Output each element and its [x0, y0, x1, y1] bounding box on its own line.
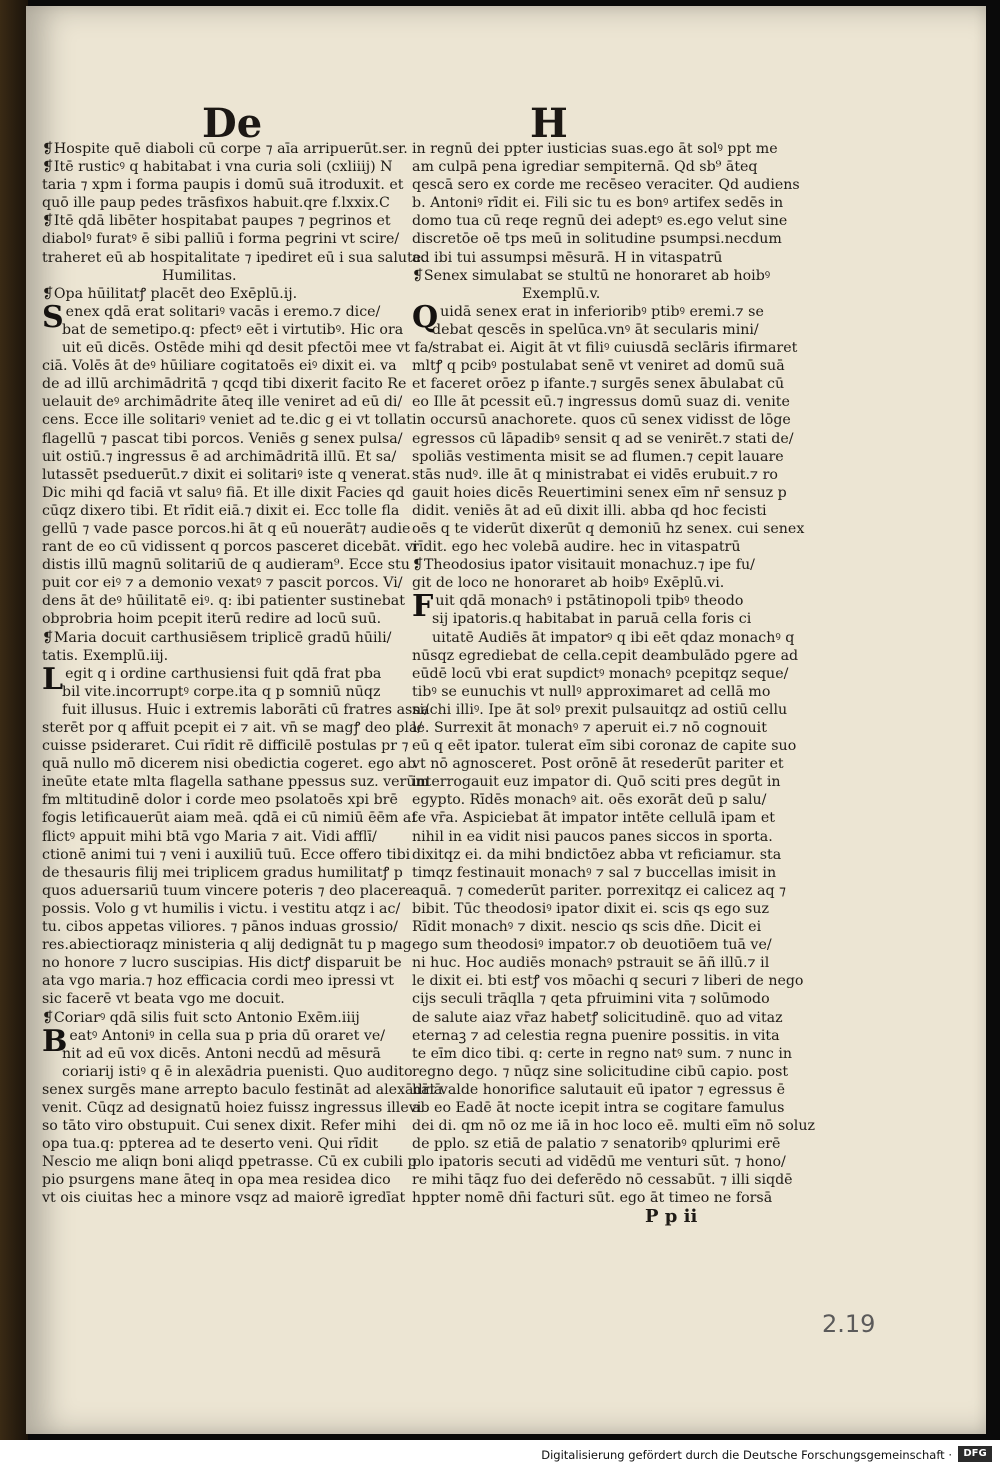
line-text: distis illū magnū solitariū de q audieram⁹. Ecce stu	[42, 557, 410, 574]
text-line	[412, 574, 772, 592]
text-line	[412, 538, 772, 556]
line-text: so tāto viro obstupuit. Cui senex dixit. Refer mihi	[42, 1118, 397, 1135]
text-line	[412, 267, 772, 285]
line-text: uelauit deꝰ archimādrite āteq ille veniret ad eū di/	[42, 394, 403, 411]
line-text: rant de eo cū vidissent q porcos pasceret dicebāt. vi	[42, 539, 418, 556]
text-line	[42, 791, 398, 809]
line-text: hppter nomē dn̄i facturi sūt. ego āt timeo ne forsā	[412, 1190, 773, 1207]
line-text: fm mltitudinē dolor i corde meo psolatoēs xpi brē	[42, 792, 398, 809]
text-line	[412, 773, 781, 791]
line-text: flictꝰ appuit mihi btā vgo Maria ⁊ ait. Vidi afflī/	[42, 828, 377, 845]
running-header-right: H	[530, 100, 568, 147]
text-line	[412, 176, 800, 194]
line-text: didit. veniēs āt ad eū dixit illi. abba qd hoc fecisti	[412, 502, 767, 519]
line-text: opa tua.q: ppterea ad te deserto veni. Qui rīdit	[42, 1136, 379, 1153]
line-text: gellū ⁊ vade pasce porcos.hi āt q eū nouerāt⁊ audie	[42, 520, 411, 537]
text-line	[412, 701, 788, 719]
line-text: enex qdā erat solitariꝰ vacās i eremo.⁊ dice/	[65, 303, 381, 320]
text-line	[42, 375, 407, 393]
line-text: strabat ei. Aigit āt vt filiꝰ cuiusdā seclāris ifirmaret	[432, 340, 798, 357]
line-text: egit q i ordine carthusiensi fuit qdā frat pba	[65, 665, 382, 682]
text-line	[42, 809, 417, 827]
text-line	[412, 430, 794, 448]
line-text: te eīm dico tibi. q: certe in regno natꝰ sum. ⁊ nunc in	[412, 1045, 793, 1062]
text-line	[42, 357, 397, 375]
text-line	[412, 1063, 789, 1081]
line-text: eūdē locū vbi erat supdictꝰ monachꝰ pcepitqz seque/	[412, 665, 789, 682]
line-text: cūqz dixero tibi. Et rīdit eiā.⁊ dixit ei. Ecc tolle fla	[42, 502, 400, 519]
line-text: Rīdit monachꝰ ⁊ dixit. nescio qs scis dn̄e. Dicit ei	[412, 919, 762, 936]
line-text: taria ⁊ xpm i forma paupis i domū suā itroduxit. et	[42, 177, 404, 194]
line-text: de ad illū archimādritā ⁊ qcqd tibi dixerit facito Re	[42, 376, 407, 393]
line-text: ineūte etate mlta flagella sathane ppessus suz. verūm	[42, 774, 429, 791]
line-text: rīdit. ego hec volebā audire. hec in vitaspatrū	[412, 539, 741, 556]
line-text: qescā sero ex corde me recēseo veraciter. Qd audiens	[412, 177, 800, 194]
line-text: ciā. Volēs āt deꝰ hūiliare cogitatoēs eiꝰ dixit ei. va	[42, 358, 397, 375]
drop-capital: F	[412, 589, 434, 625]
text-line	[42, 230, 400, 248]
text-line	[412, 791, 772, 809]
line-text: domo tua cū reqe regnū dei adeptꝰ es.ego velut sine	[412, 213, 788, 230]
text-line	[42, 1063, 413, 1081]
text-line	[412, 140, 778, 158]
text-line	[42, 1135, 392, 1153]
line-text: mltꝭ q pcibꝰ postulabat senē vt veniret ad domū suā	[412, 358, 785, 375]
text-line	[412, 737, 797, 755]
text-line	[412, 321, 772, 339]
book-spine	[0, 0, 28, 1440]
text-line	[412, 1099, 785, 1117]
line-text: le dixit ei. bti estꝭ vos mōachi q securi ⁊ liberi de nego	[412, 973, 804, 990]
text-line	[412, 972, 804, 990]
line-text: senex surgēs mane arrepto baculo festināt ad alexādriā	[42, 1081, 443, 1098]
text-line	[42, 755, 416, 773]
text-line	[42, 466, 411, 484]
text-line	[42, 864, 403, 882]
right-text-column	[412, 140, 815, 1208]
line-text: venit. Cūqz ad designatū hoiez fuissz ingressus illevi	[42, 1099, 422, 1116]
text-line	[412, 809, 775, 827]
text-line	[42, 484, 405, 502]
line-text: ❡Itē rusticꝰ q habitabat i vna curia soli (cxliiij) N	[42, 159, 393, 176]
text-line	[42, 954, 402, 972]
line-text: aquā. ⁊ comederūt pariter. porrexitqz ei calicez aq ⁊	[412, 882, 787, 899]
text-line	[42, 411, 412, 429]
text-line	[42, 285, 392, 303]
line-text: lutassēt pseduerūt.⁊ dixit ei solitariꝰ iste q venerat.	[42, 466, 411, 483]
line-text: dei di. qm nō oz me iā in hoc loco eē. multi eīm nō soluz	[412, 1118, 815, 1135]
text-line	[412, 1189, 772, 1207]
text-line	[412, 918, 772, 936]
text-line	[412, 683, 772, 701]
text-line	[412, 230, 782, 248]
text-line	[412, 339, 798, 357]
text-line	[412, 1027, 780, 1045]
text-line	[412, 158, 772, 176]
text-line	[42, 194, 392, 212]
left-text-column	[42, 140, 443, 1208]
text-line	[412, 882, 787, 900]
text-line	[42, 1045, 392, 1063]
text-line	[42, 719, 423, 737]
text-line	[42, 1189, 406, 1207]
drop-capital: L	[42, 661, 64, 697]
line-text: tibꝰ se eunuchis vt nullꝰ approximaret ad cellā mo	[412, 683, 771, 700]
drop-capital: B	[42, 1023, 68, 1059]
line-text: stās nudꝰ. ille āt q ministrabat ei vidēs erubuit.⁊ ro	[412, 466, 778, 483]
line-text: plo ipatoris secuti ad vidēdū me venturi sūt. ⁊ hono/	[412, 1154, 786, 1171]
text-line	[42, 882, 414, 900]
line-text: uit eū dicēs. Ostēde mihi qd desit pfectōi mee vt fa/	[62, 340, 433, 357]
line-text: bibit. Tūc theodosiꝰ ipator dixit ei. scis qs ego suz	[412, 900, 769, 917]
drop-capital: S	[42, 299, 64, 335]
text-line	[42, 610, 392, 628]
line-text: dixitqz ei. da mihi bndictōez abba vt reficiamur. sta	[412, 846, 782, 863]
line-text: uit qdā monachꝰ i pstātinopoli tpibꝰ theodo	[435, 593, 744, 610]
text-line	[42, 1081, 443, 1099]
line-text: uit ostiū.⁊ ingressus ē ad archimādritā illū. Et sa/	[42, 448, 397, 465]
line-text: b. Antoniꝰ rīdit ei. Fili sic tu es bonꝰ artifex sedēs in	[412, 195, 784, 212]
text-line	[42, 773, 429, 791]
text-line	[412, 665, 789, 683]
line-text: bil vite.incorruptꝰ corpe.ita q p somniū nūqz	[62, 683, 381, 700]
text-line	[42, 1009, 392, 1027]
line-text: te vr̄a. Aspiciebat āt impator intēte cellulā ipam et	[412, 810, 775, 827]
line-text: diabolꝰ furatꝰ ē sibi palliū i forma pegrini vt scire/	[42, 231, 400, 248]
text-line	[412, 1117, 815, 1135]
text-line	[42, 936, 412, 954]
text-line	[42, 592, 405, 610]
text-line	[42, 249, 426, 267]
signature-mark: P p ii	[645, 1206, 698, 1227]
line-text: le. Surrexit āt monachꝰ ⁊ aperuit ei.⁊ nō cognouit	[412, 720, 767, 736]
text-line	[412, 375, 785, 393]
text-line	[42, 448, 397, 466]
line-text: bat de semetipo.q: pfectꝰ eēt i virtutibꝰ. Hic ora	[62, 321, 404, 338]
line-text: ❡Itē qdā libēter hospitabat paupes ⁊ pegrinos et	[42, 213, 391, 230]
text-line	[42, 846, 411, 864]
line-text: ❡Coriarꝰ qdā silis fuit scto Antonio Exēm.iiij	[42, 1009, 360, 1026]
line-text: in occursū anachorete. quos cū senex vidisst de lōge	[412, 412, 791, 429]
line-text: regno dego. ⁊ nūqz sine solicitudine cibū capio. post	[412, 1063, 789, 1080]
line-text: fuit illusus. Huic i extremis laborāti cū fratres assi/	[62, 701, 429, 718]
text-line	[42, 1171, 392, 1189]
line-text: ❡Hospite quē diaboli cū corpe ⁊ aīa arripuerūt.ser.	[42, 141, 408, 157]
line-text: no honore ⁊ lucro suscipias. His dictꝭ disparuit be	[42, 955, 402, 972]
text-line	[42, 972, 392, 990]
text-line	[42, 140, 408, 158]
text-line	[42, 918, 398, 936]
line-text: tu. cibos appetas viliores. ⁊ pānos induas grossio/	[42, 919, 398, 936]
text-line	[412, 556, 772, 574]
line-text: ab eo Eadē āt nocte icepit intra se cogitare famulus	[412, 1099, 785, 1116]
text-line	[412, 1171, 793, 1189]
text-line	[412, 719, 772, 737]
line-text: eatꝰ Antoniꝰ in cella sua p pria dū oraret ve/	[69, 1027, 386, 1044]
line-text: possis. Volo g vt humilis i victu. i vestitu atqz i ac/	[42, 900, 401, 917]
text-line	[412, 194, 784, 212]
line-text: vt ois ciuitas hec a minore vsqz ad maiorē igredīat	[42, 1190, 406, 1207]
text-line	[412, 846, 782, 864]
line-text: nihil in ea vidit nisi paucos panes siccos in sporta.	[412, 828, 773, 845]
text-line	[42, 556, 410, 574]
line-text: interrogauit euz impator di. Quō sciti pres degūt in	[412, 774, 781, 791]
text-line	[412, 1045, 793, 1063]
text-line	[412, 900, 772, 918]
line-text: in regnū dei ppter iusticias suas.ego āt solꝰ ppt me	[412, 141, 778, 157]
text-line	[412, 936, 772, 954]
text-line	[412, 1153, 786, 1171]
line-text: coriarij istiꝰ q ē in alexādria puenisti. Quo audito	[62, 1063, 413, 1080]
line-text: puit cor eiꝰ ⁊ a demonio vexatꝰ ⁊ pascit porcos. Vi/	[42, 575, 403, 592]
text-line	[412, 285, 772, 303]
footer-credit: Digitalisierung gefördert durch die Deutsche Forschungsgemeinschaft ·	[541, 1448, 952, 1462]
text-line	[412, 249, 772, 267]
line-text: discretōe oē tps meū in solitudine psumpsi.necdum	[412, 231, 782, 248]
text-line	[42, 828, 392, 846]
line-text: gauit hoies dicēs Reuertimini senex eīm nr̄ sensuz p	[412, 484, 787, 501]
line-text: traheret eū ab hospitalitate ⁊ ipediret eū i sua salute.	[42, 249, 426, 266]
line-text: egypto. Rīdēs monachꝰ ait. oēs exorāt deū p salu/	[412, 792, 767, 809]
text-line	[412, 990, 772, 1008]
line-text: de pplo. sz etiā de palatio ⁊ senatoribꝰ qplurimi erē	[412, 1136, 781, 1153]
line-text: ❡Opa hūilitatꝭ placēt deo Exēplū.ij.	[42, 285, 298, 302]
handwritten-folio-number: 2.19	[822, 1310, 876, 1338]
text-line	[412, 212, 788, 230]
text-line	[42, 1117, 397, 1135]
line-text: nūsqz egrediebat de cella.cepit deambulādo pgere ad	[412, 647, 799, 664]
line-text: ata vgo maria.⁊ hoz efficacia cordi meo ipressi vt	[42, 973, 394, 990]
line-text: uidā senex erat in inferioribꝰ ptibꝰ eremi.⁊ se	[440, 303, 764, 320]
text-line	[42, 502, 400, 520]
line-text: Humilitas.	[162, 267, 237, 284]
line-text: egressos cū lāpadibꝰ sensit q ad se venirēt.⁊ stati de/	[412, 430, 794, 447]
text-line	[412, 828, 772, 846]
text-line	[42, 321, 404, 339]
line-text: ❡Senex simulabat se stultū ne honoraret ab hoibꝰ	[412, 267, 771, 284]
text-line	[42, 1153, 417, 1171]
line-text: flagellū ⁊ pascat tibi porcos. Veniēs g senex pulsa/	[42, 430, 403, 447]
text-line	[412, 393, 790, 411]
text-line	[42, 339, 433, 357]
line-text: debat qescēs in spelūca.vnꝰ āt secularis mini/	[432, 321, 759, 338]
line-text: et faceret orōez p ifante.⁊ surgēs senex ābulabat cū	[412, 376, 785, 393]
text-line	[42, 267, 392, 285]
text-line	[412, 647, 799, 665]
line-text: obprobria hoim pcepit iterū redire ad locū suū.	[42, 611, 382, 628]
text-line	[412, 755, 784, 773]
text-line	[412, 629, 795, 647]
text-line	[42, 538, 418, 556]
line-text: fogis letificauerūt aiam meā. qdā ei cū nimiū ēēm af	[42, 810, 417, 827]
text-line	[412, 1135, 781, 1153]
line-text: eo Ille āt pcessit eū.⁊ ingressus domū suaz di. venite	[412, 394, 790, 411]
text-line	[412, 520, 805, 538]
text-line	[42, 176, 404, 194]
text-line	[412, 448, 784, 466]
text-line	[412, 610, 772, 628]
text-line	[412, 357, 785, 375]
text-line	[42, 683, 392, 701]
text-line	[42, 212, 392, 230]
line-text: nachi illiꝰ. Ipe āt solꝰ prexit pulsauitqz ad ostiū cellu	[412, 701, 788, 718]
line-text: vt nō agnosceret. Post orōnē āt resederūt pariter et	[412, 756, 784, 773]
line-text: quō ille paup pedes trāsfixos habuit.qre f.lxxix.C	[42, 195, 390, 212]
line-text: spoliās vestimenta misit se ad flumen.⁊ cepit lauare	[412, 448, 784, 465]
text-line	[42, 701, 429, 719]
line-text: eū q eēt ipator. tulerat eīm sibi coronaz de capite suo	[412, 738, 797, 755]
line-text: eternaꝫ ⁊ ad celestia regna puenire possitis. in vita	[412, 1027, 780, 1044]
line-text: pio psurgens mane āteq in opa mea residea dico	[42, 1172, 391, 1189]
line-text: Nescio me aliqn boni aliqd ppetrasse. Cū ex cubili p	[42, 1154, 417, 1171]
line-text: uitatē Audiēs āt impatorꝰ q ibi eēt qdaz monachꝰ q	[432, 629, 795, 646]
line-text: sic facerē vt beata vgo me docuit.	[42, 991, 285, 1008]
line-text: oēs q te viderūt dixerūt q demoniū hz senex. cui senex	[412, 520, 805, 537]
text-line	[42, 430, 403, 448]
text-line	[42, 574, 403, 592]
text-line	[412, 1081, 786, 1099]
text-line	[42, 158, 392, 176]
text-line	[42, 520, 411, 538]
dfg-logo: DFG	[958, 1446, 992, 1462]
line-text: de thesauris filij mei triplicem gradus humilitatꝭ p	[42, 864, 403, 881]
line-text: res.abiectioraqz ministeria q alij dedignāt tu p mag	[42, 937, 412, 954]
text-line	[42, 900, 401, 918]
line-text: Dic mihi qd faciā vt saluꝰ fiā. Et ille dixit Facies qd	[42, 484, 405, 501]
line-text: git de loco ne honoraret ab hoibꝰ Exēplū.vi.	[412, 575, 725, 592]
line-text: ad ibi tui assumpsi mēsurā. H in vitaspatrū	[412, 249, 723, 266]
line-text: tatis. Exemplū.iij.	[42, 647, 169, 664]
text-line	[412, 484, 787, 502]
text-line	[412, 864, 777, 882]
line-text: dens āt deꝰ hūilitatē eiꝰ. q: ibi patienter sustinebat	[42, 593, 405, 610]
text-line	[42, 737, 409, 755]
line-text: ❡Maria docuit carthusiēsem triplicē gradū hūili/	[42, 629, 392, 646]
line-text: re mihi tāqz fuo dei deferēdo nō cessabūt. ⁊ illi siqdē	[412, 1172, 793, 1189]
text-line	[412, 466, 778, 484]
line-text: hāt valde honorifice salutauit eū ipator ⁊ egressus ē	[412, 1081, 786, 1098]
line-text: cuisse psideraret. Cui rīdit rē difficilē postulas pr ⁊	[42, 738, 409, 755]
line-text: ego sum theodosiꝰ impator.⁊ ob deuotiōem tuā ve/	[412, 937, 772, 954]
line-text: timqz festinauit monachꝰ ⁊ sal ⁊ buccellas imisit in	[412, 864, 777, 881]
text-line	[42, 629, 392, 647]
line-text: de salute aiaz vr̄az habetꝭ solicitudinē. quo ad vitaz	[412, 1009, 783, 1026]
text-line	[412, 1009, 783, 1027]
text-line	[412, 954, 772, 972]
text-line	[412, 411, 791, 429]
line-text: sterēt por q affuit pcepit ei ⁊ ait. vn̄ se magꝭ deo pla/	[42, 720, 423, 736]
line-text: am culpā pena igrediar sempiternā. Qd sb⁹ āteq	[412, 159, 758, 176]
running-header-left: De	[202, 100, 263, 147]
text-line	[412, 502, 772, 520]
line-text: sij ipatoris.q habitabat in paruā cella foris ci	[432, 611, 752, 628]
line-text: ctionē animi tui ⁊ veni i auxiliū tuū. Ecce offero tibi	[42, 846, 411, 863]
line-text: quos aduersariū tuum vincere poteris ⁊ deo placere	[42, 882, 414, 899]
line-text: ni huc. Hoc audiēs monachꝰ pstrauit se āñ illū.⁊ il	[412, 955, 770, 972]
text-line	[42, 1099, 422, 1117]
line-text: ❡Theodosius ipator visitauit monachuz.⁊ ipe fu/	[412, 557, 755, 574]
line-text: quā nullo mō dicerem nisi obedictia cogeret. ego ab	[42, 756, 416, 773]
line-text: Exemplū.v.	[522, 285, 601, 302]
text-line	[42, 647, 392, 665]
line-text: cijs seculi trāqlla ⁊ qeta pfruimini vita ⁊ solūmodo	[412, 991, 770, 1008]
line-text: nit ad eū vox dicēs. Antoni necdū ad mēsurā	[62, 1045, 381, 1062]
drop-capital: Q	[412, 299, 439, 335]
line-text: cens. Ecce ille solitariꝰ veniet ad te.dic g ei vt tollat	[42, 412, 412, 429]
text-line	[42, 990, 392, 1008]
text-line	[42, 393, 403, 411]
